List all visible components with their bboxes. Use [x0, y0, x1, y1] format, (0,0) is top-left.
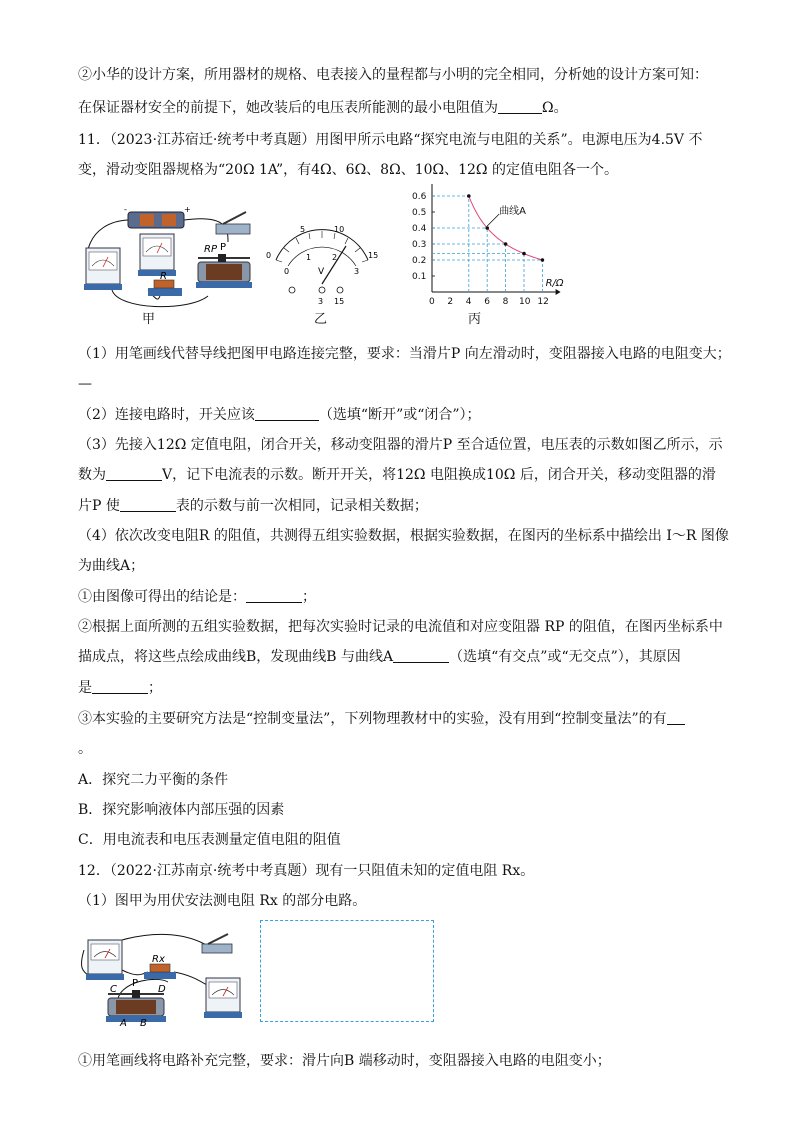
y-axis-label	[436, 184, 449, 185]
x-tick-label: 6	[484, 297, 490, 307]
x-axis-arrow	[556, 289, 561, 295]
text-line: ②小华的设计方案，所用器材的规格、电表接入的量程都与小明的完全相同，分析她的设计方案可知：	[78, 67, 708, 83]
text-line: ①用笔画线将电路补充完整，要求：滑片向B 端移动时，变阻器接入电路的电阻变小；	[78, 1053, 611, 1069]
answer-blank[interactable]	[255, 406, 319, 421]
dial-label: 3	[354, 267, 360, 276]
data-point	[541, 258, 545, 262]
battery-plus: +	[184, 205, 191, 214]
terminal-c-label: C	[110, 984, 117, 995]
x-tick-label: 0	[429, 297, 435, 307]
rx-label: Rx	[152, 954, 165, 965]
text-line: ③本实验的主要研究方法是“控制变量法”，下列物理教材中的实验，没有用到“控制变量法”的有	[78, 710, 685, 728]
option-c: C．用电流表和电压表测量定值电阻的阻值	[78, 832, 341, 848]
dial-label: 10	[334, 225, 345, 234]
circuit-drawing-box[interactable]	[260, 920, 434, 1022]
curve-a-annotation: 曲线A	[499, 206, 527, 217]
y-tick-label: 0.6	[412, 192, 427, 202]
text-line: 描成点，将这些点绘成曲线B，发现曲线B 与曲线A （选填“有交点”或“无交点”），其原因	[78, 649, 681, 665]
terminal-label: 15	[334, 297, 345, 306]
slider-p-label: P	[220, 242, 227, 253]
figure-caption-yi: 乙	[314, 312, 328, 327]
x-tick-label: 8	[502, 297, 509, 307]
dial-label: 0	[266, 251, 272, 260]
option-b: B．探究影响液体内部压强的因素	[78, 802, 285, 818]
text-line: （4）依次改变电阻R 的阻值，共测得五组实验数据，根据实验数据，在图丙的坐标系中描绘出 I～R 图像	[78, 528, 729, 544]
text-line: 。	[78, 741, 92, 757]
dial-label: 0	[284, 267, 290, 276]
circuit-figure-jia	[78, 200, 268, 320]
text-line: 数为 V，记下电流表的示数。断开开关，将12Ω 电阻换成10Ω 后，闭合开关，移动变阻器的滑	[78, 467, 716, 483]
data-point	[504, 242, 508, 246]
answer-blank[interactable]	[120, 497, 176, 512]
text-line: ②根据上面所测的五组实验数据，把每次实验时记录的电流值和对应变阻器 RP 的阻值，在图丙坐标系中	[78, 619, 723, 635]
x-tick-label: 10	[519, 297, 531, 307]
rheostat-label: RP	[204, 244, 217, 255]
text-line: —	[78, 376, 92, 392]
option-a: A．探究二力平衡的条件	[78, 772, 229, 788]
terminal-a-label: A	[120, 1018, 127, 1028]
dial-label: 5	[300, 225, 306, 234]
q12-circuit-figure	[78, 920, 258, 1028]
x-tick-label: 4	[465, 297, 472, 307]
answer-blank[interactable]	[667, 710, 685, 725]
voltmeter-v-label: V	[318, 267, 325, 277]
data-point	[467, 194, 471, 198]
text-line: 在保证器材安全的前提下，她改装后的电压表所能测的最小电阻值为 Ω。	[78, 100, 568, 116]
resistor-r-label: R	[160, 271, 167, 282]
i-r-chart	[400, 184, 580, 314]
text-line: 变，滑动变阻器规格为“20Ω 1A”，有4Ω、6Ω、8Ω、10Ω、12Ω 的定值电阻各一个。	[78, 162, 618, 178]
y-tick-label: 0.3	[412, 240, 427, 250]
text-line: （1）图甲为用伏安法测电阻 Rx 的部分电路。	[78, 893, 367, 909]
dial-label: 1	[306, 253, 312, 262]
answer-blank[interactable]	[246, 588, 302, 603]
question-11-title: 11．（2023·江苏宿迁·统考中考真题）用图甲所示电路“探究电流与电阻的关系”。电源电压为4.5V 不	[78, 132, 703, 148]
answer-blank[interactable]	[106, 466, 162, 481]
y-tick-label: 0.4	[412, 224, 427, 234]
text-line: （1）用笔画线代替导线把图甲电路连接完整，要求：当滑片P 向左滑动时，变阻器接入电路的电阻变大；	[78, 346, 731, 362]
voltmeter-dial-figure	[262, 222, 382, 306]
annotation-pointer	[487, 214, 499, 226]
text-line: ①由图像可得出的结论是： ；	[78, 589, 316, 605]
question-12-title: 12．（2022·江苏南京·统考中考真题）现有一只阻值未知的定值电阻 Rx。	[78, 863, 535, 879]
answer-blank[interactable]	[498, 99, 542, 114]
answer-blank[interactable]	[393, 648, 449, 663]
text-line: 为曲线A；	[78, 558, 145, 574]
y-tick-label: 0.1	[412, 272, 427, 282]
terminal-b-label: B	[140, 1018, 147, 1028]
data-point	[522, 252, 526, 256]
figure-caption-jia: 甲	[142, 312, 156, 327]
text-line: 是 ；	[78, 680, 162, 696]
text-line: 片P 使 表的示数与前一次相同，记录相关数据；	[78, 498, 428, 514]
battery-minus: -	[124, 205, 127, 214]
dial-label: 2	[332, 253, 338, 262]
dial-label: 15	[368, 251, 379, 260]
x-axis-label: R/Ω	[545, 278, 564, 289]
slider-p-label: P	[132, 978, 139, 989]
y-tick-label: 0.5	[412, 208, 427, 218]
data-point	[485, 226, 489, 230]
y-tick-label: 0.2	[412, 256, 427, 266]
terminal-d-label: D	[158, 984, 166, 995]
dial-needle	[322, 246, 346, 284]
dial-ticks	[276, 231, 368, 262]
x-tick-label: 2	[447, 297, 454, 307]
x-tick-label: 12	[537, 297, 549, 307]
text-line: （2）连接电路时，开关应该 （选填“断开”或“闭合”）；	[78, 407, 481, 423]
text-line: （3）先接入12Ω 定值电阻，闭合开关，移动变阻器的滑片P 至合适位置，电压表的示数如图乙所示，示	[78, 437, 723, 453]
terminal-label: 3	[318, 297, 324, 306]
answer-blank[interactable]	[92, 679, 148, 694]
figure-caption-bing: 丙	[468, 312, 482, 327]
